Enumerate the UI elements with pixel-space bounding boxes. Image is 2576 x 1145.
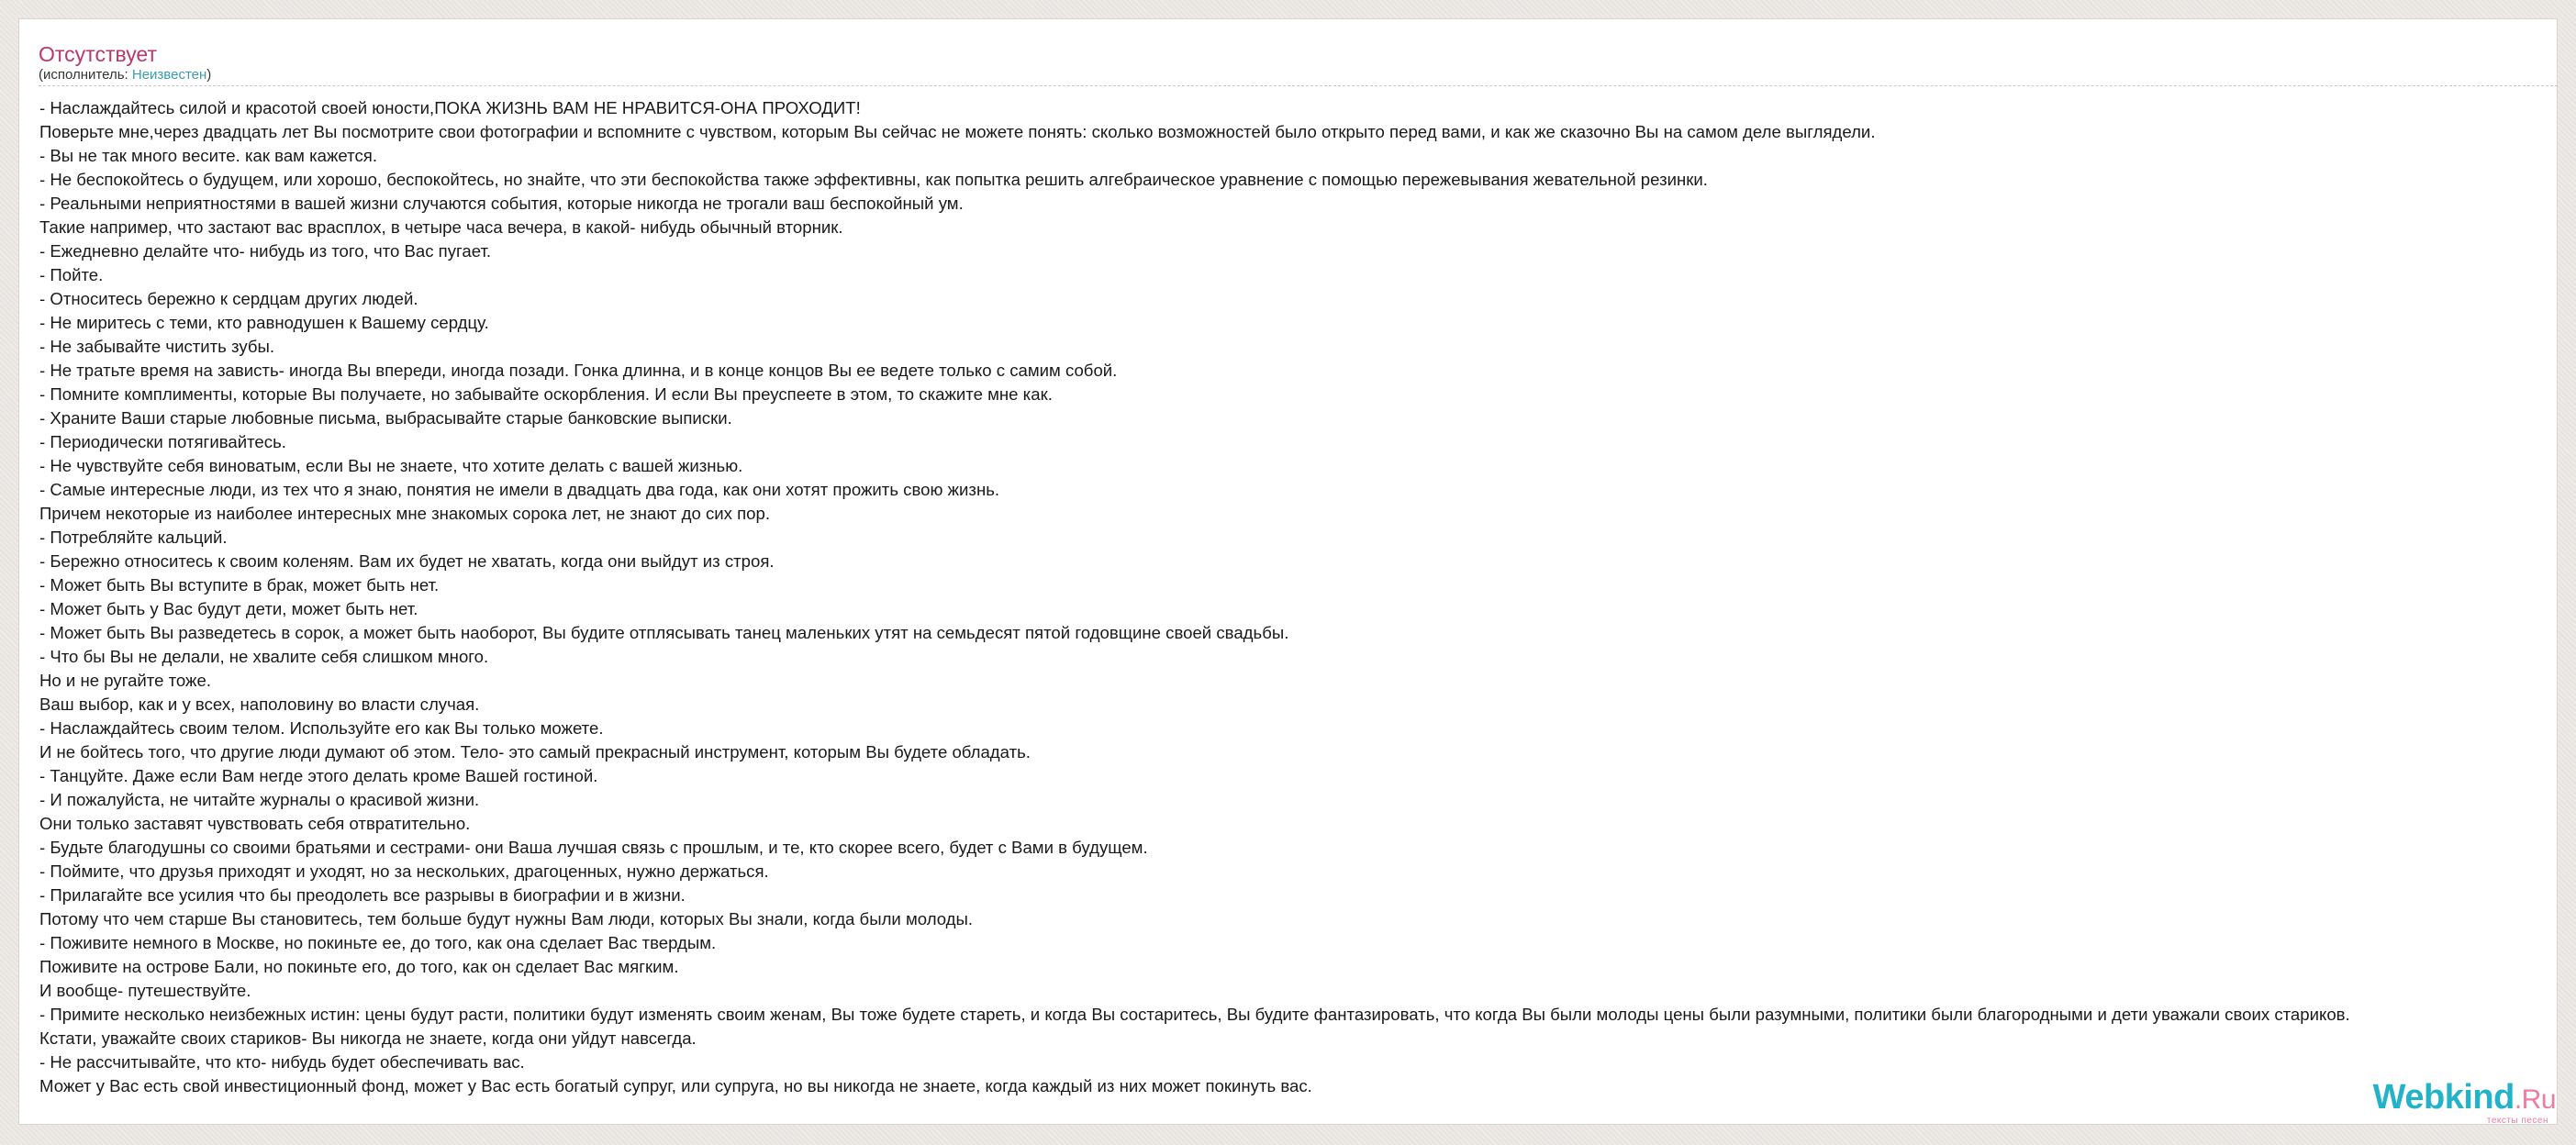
lyric-line: - Наслаждайтесь силой и красотой своей юности,ПОКА ЖИЗНЬ ВАМ НЕ НРАВИТСЯ-ОНА ПРОХОДИТ! [39, 98, 861, 117]
lyric-line: - Бережно относитесь к своим коленям. Вам их будет не хватать, когда они выйдут из строя. [39, 551, 775, 571]
lyric-line: - Может быть у Вас будут дети, может быть нет. [39, 599, 418, 618]
lyric-line: Может у Вас есть свой инвестиционный фонд, может у Вас есть богатый супруг, или супруга, но вы никогда не знаете, когда каждый из них может покинуть вас. [39, 1076, 1312, 1095]
lyric-line: Поживите на острове Бали, но покиньте его, до того, как он сделает Вас мягким. [39, 957, 679, 976]
performer-link[interactable]: Неизвестен [131, 67, 207, 83]
performer-line [39, 66, 211, 84]
lyrics-text [39, 96, 2576, 1098]
lyric-line: - Танцуйте. Даже если Вам негде этого делать кроме Вашей гостиной. [39, 766, 598, 785]
content-panel [18, 18, 2558, 1125]
lyric-line: - Не чувствуйте себя виноватым, если Вы не знаете, что хотите делать с вашей жизнью. [39, 456, 743, 475]
lyric-line: Ваш выбор, как и у всех, наполовину во власти случая. [39, 695, 480, 714]
lyric-line: - Не беспокойтесь о будущем, или хорошо, беспокойтесь, но знайте, что эти беспокойства также эффективны, как попытка решить алгебраическое уравнение с помощью пережевывания жевательной резинки. [39, 170, 1708, 189]
lyric-line: Причем некоторые из наиболее интересных мне знакомых сорока лет, не знают до сих пор. [39, 504, 771, 523]
logo-main-text: Webkind [2372, 1078, 2515, 1117]
logo-tld-text: .Ru [2514, 1084, 2556, 1115]
lyric-line: - Пойте. [39, 265, 104, 284]
lyric-line: - Примите несколько неизбежных истин: цены будут расти, политики будут изменять своим женам, Вы тоже будете стареть, и когда Вы состаритесь, Вы будите фантазировать, что когда Вы были молоды цены были разумными, политики были благородными и дети уважали своих стариков. [39, 1005, 2350, 1024]
lyric-line: Они только заставят чувствовать себя отвратительно. [39, 814, 471, 833]
lyric-line: - Реальными неприятностями в вашей жизни случаются события, которые никогда не трогали ваш беспокойный ум. [39, 194, 964, 213]
title-divider [39, 85, 2558, 86]
lyric-line: - Не миритесь с теми, кто равнодушен к Вашему сердцу. [39, 313, 489, 332]
lyric-line: - Может быть Вы вступите в брак, может быть нет. [39, 575, 440, 595]
lyric-line: Такие например, что застают вас врасплох, в четыре часа вечера, в какой- нибудь обычный вторник. [39, 217, 843, 237]
lyric-line: - Прилагайте все усилия что бы преодолеть все разрывы в биографии и в жизни. [39, 885, 686, 905]
lyric-line: - Относитесь бережно к сердцам других людей. [39, 289, 418, 308]
lyric-line: - Может быть Вы разведетесь в сорок, а может быть наоборот, Вы будите отплясывать танец маленьких утят на семьдесят пятой годовщине своей свадьбы. [39, 623, 1289, 642]
lyric-line: Поверьте мне,через двадцать лет Вы посмотрите свои фотографии и вспомните с чувством, которым Вы сейчас не можете понять: сколько возможностей было открыто перед вами, и как же сказочно Вы на самом деле выглядели. [39, 122, 1876, 141]
lyric-line: - Не рассчитывайте, что кто- нибудь будет обеспечивать вас. [39, 1052, 525, 1072]
lyric-line: - Вы не так много весите. как вам кажется. [39, 146, 377, 165]
logo-wordmark [2363, 1079, 2556, 1118]
lyric-line: И не бойтесь того, что другие люди думают об этом. Тело- это самый прекрасный инструмент, которым Вы будете обладать. [39, 742, 1031, 761]
performer-suffix: ) [206, 67, 212, 83]
lyric-line: Но и не ругайте тоже. [39, 671, 211, 690]
lyric-line: - И пожалуйста, не читайте журналы о красивой жизни. [39, 790, 480, 809]
song-title: Отсутствует [39, 42, 157, 66]
lyric-line: - Самые интересные люди, из тех что я знаю, понятия не имели в двадцать два года, как они хотят прожить свою жизнь. [39, 480, 1000, 499]
lyric-line: - Ежедневно делайте что- нибудь из того, что Вас пугает. [39, 241, 492, 261]
lyric-line: - Не тратьте время на зависть- иногда Вы впереди, иногда позади. Гонка длинна, и в конце концов Вы ее ведете только с самим собой. [39, 361, 1118, 380]
lyric-line: И вообще- путешествуйте. [39, 981, 251, 1000]
performer-prefix: (исполнитель: [39, 67, 132, 83]
site-logo[interactable] [2363, 1079, 2556, 1127]
lyric-line: - Наслаждайтесь своим телом. Используйте его как Вы только можете. [39, 718, 604, 738]
lyric-line: - Потребляйте кальций. [39, 528, 228, 547]
lyric-line: - Что бы Вы не делали, не хвалите себя слишком много. [39, 647, 489, 666]
lyric-line: - Храните Ваши старые любовные письма, выбрасывайте старые банковские выписки. [39, 408, 732, 428]
lyric-line: - Будьте благодушны со своими братьями и сестрами- они Ваша лучшая связь с прошлым, и те, кто скорее всего, будет с Вами в будущем. [39, 838, 1148, 857]
logo-subtitle: тексты песен [2486, 1116, 2548, 1126]
lyric-line: - Помните комплименты, которые Вы получаете, но забывайте оскорбления. И если Вы преуспеете в этом, то скажите мне как. [39, 384, 1053, 404]
lyric-line: Кстати, уважайте своих стариков- Вы никогда не знаете, когда они уйдут навсегда. [39, 1028, 697, 1048]
lyric-line: Потому что чем старше Вы становитесь, тем больше будут нужны Вам люди, которых Вы знали, когда были молоды. [39, 909, 974, 928]
lyric-line: - Поймите, что друзья приходят и уходят, но за нескольких, драгоценных, нужно держаться. [39, 862, 769, 881]
lyric-line: - Поживите немного в Москве, но покиньте ее, до того, как она сделает Вас твердым. [39, 933, 717, 952]
lyric-line: - Не забывайте чистить зубы. [39, 337, 275, 356]
lyric-line: - Периодически потягивайтесь. [39, 432, 286, 451]
